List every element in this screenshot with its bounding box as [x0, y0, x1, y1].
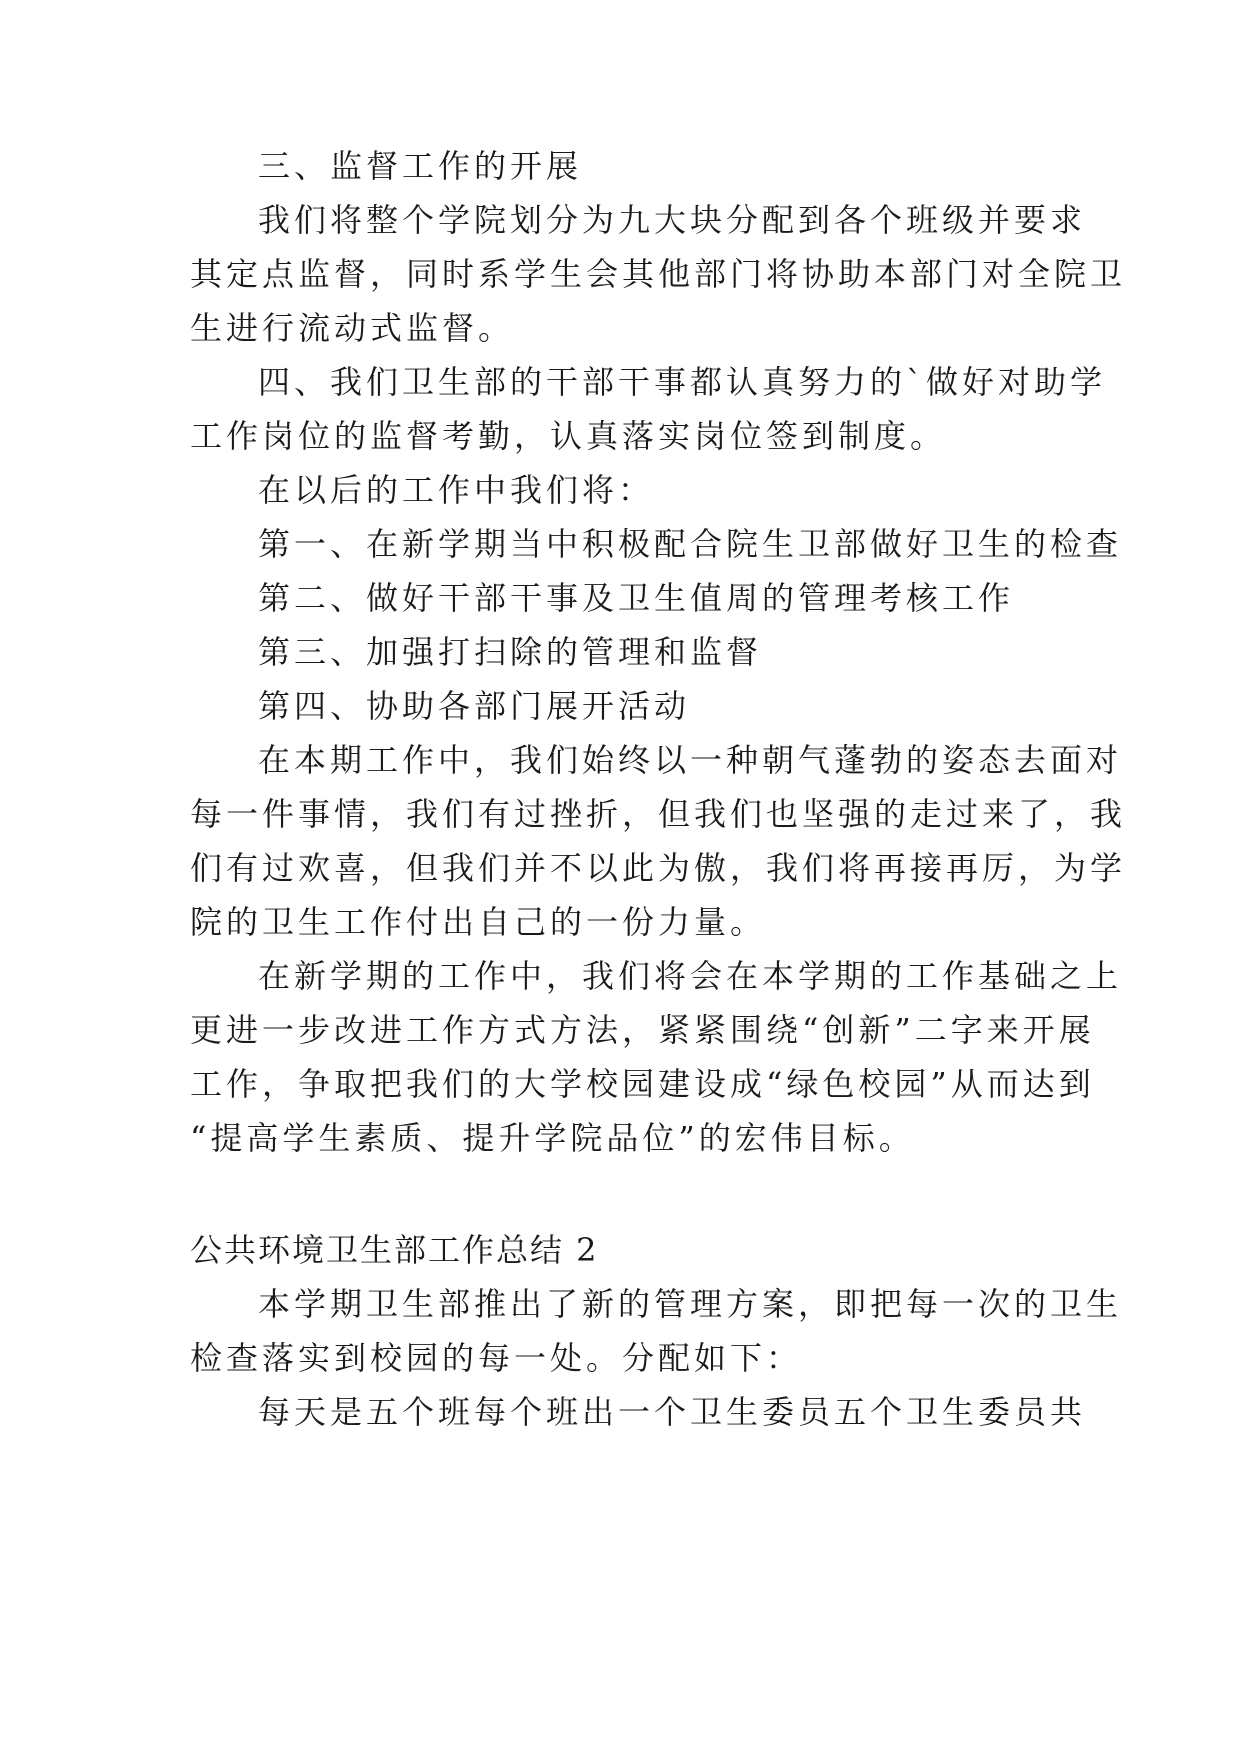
paragraph-line: 工作岗位的监督考勤，认真落实岗位签到制度。: [190, 417, 947, 455]
paragraph-line: 在本期工作中，我们始终以一种朝气蓬勃的姿态去面对: [258, 741, 1123, 779]
paragraph-line: 更进一步改进工作方式方法，紧紧围绕“创新”二字来开展: [190, 1011, 1095, 1049]
paragraph-line: 四、我们卫生部的干部干事都认真努力的`做好对助学: [258, 363, 1107, 401]
paragraph-line: 们有过欢喜，但我们并不以此为傲，我们将再接再厉，为学: [190, 849, 1127, 887]
paragraph-line: 本学期卫生部推出了新的管理方案，即把每一次的卫生: [258, 1285, 1123, 1323]
paragraph-line: 其定点监督，同时系学生会其他部门将协助本部门对全院卫: [190, 255, 1127, 293]
future-intro: 在以后的工作中我们将：: [258, 471, 655, 509]
list-item: 第二、做好干部干事及卫生值周的管理考核工作: [258, 579, 1015, 617]
paragraph-line: 我们将整个学院划分为九大块分配到各个班级并要求: [258, 201, 1087, 239]
paragraph-line: “提高学生素质、提升学院品位”的宏伟目标。: [190, 1119, 915, 1157]
section-title-2: 公共环境卫生部工作总结 2: [190, 1231, 599, 1269]
section-heading-3: 三、监督工作的开展: [258, 147, 583, 185]
paragraph-line: 每一件事情，我们有过挫折，但我们也坚强的走过来了，我: [190, 795, 1127, 833]
paragraph-line: 院的卫生工作付出自己的一份力量。: [190, 903, 767, 941]
list-item: 第一、在新学期当中积极配合院生卫部做好卫生的检查: [258, 525, 1123, 563]
paragraph-line: 在新学期的工作中，我们将会在本学期的工作基础之上: [258, 957, 1123, 995]
paragraph-line: 生进行流动式监督。: [190, 309, 515, 347]
paragraph-line: 每天是五个班每个班出一个卫生委员五个卫生委员共: [258, 1393, 1087, 1431]
paragraph-line: 工作，争取把我们的大学校园建设成“绿色校园”从而达到: [190, 1065, 1095, 1103]
list-item: 第三、加强打扫除的管理和监督: [258, 633, 763, 671]
paragraph-line: 检查落实到校园的每一处。分配如下：: [190, 1339, 803, 1377]
list-item: 第四、协助各部门展开活动: [258, 687, 691, 725]
